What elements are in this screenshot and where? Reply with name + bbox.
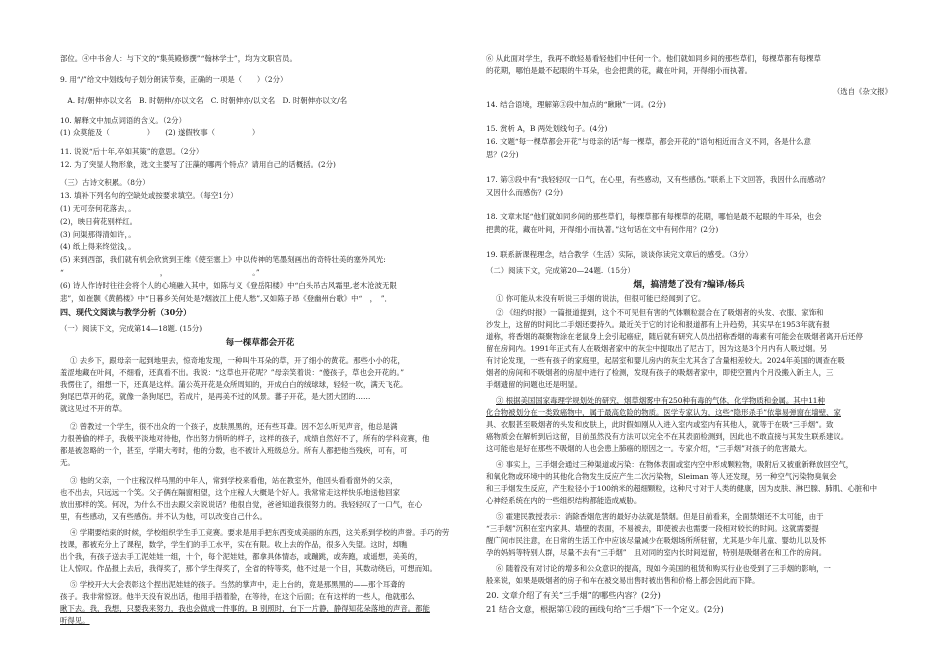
left-text-line: 13. 填补下列名句的空缺处或按要求填空。（每空1分） bbox=[60, 191, 238, 200]
left-text-line: ④ 学期要结束的时候，学校组织学生手工竞赛。要求是用手把东西变成美丽的东西，这关系到学校的声誉。手巧的劳 bbox=[70, 528, 450, 537]
right-text-line: 又因什么而感伤？(2分) bbox=[486, 188, 563, 197]
right-text-line: 20. 文章介绍了有关“三手烟”的哪些内容？(2分) bbox=[486, 590, 661, 600]
right-text-line: 心神经系统在内的一些组织结构都能造成威胁。 bbox=[486, 496, 642, 505]
left-text-line: 悲”，如崔颢《黄鹤楼》中“日暮乡关何处是?烟波江上使人愁”,又如陈子昂《登幽州台歌》中“ ， ”． bbox=[60, 294, 392, 303]
left-text-line: 放出那样的笑。何况，为什么不出去跟父亲说说话？他很自觉，爸爸知道我很努力的。我轻轻叹了一口气，在心 bbox=[60, 500, 423, 509]
left-text-line: 12. 为了突显人物形象，选文主要写了汪藻的哪两个特点？请用自己的话概括。(2分) bbox=[60, 160, 336, 169]
right-text-line: 19. 联系新课程理念，结合教学（生活）实际，谈谈你读完文章后的感受。（3分） bbox=[486, 250, 753, 259]
right-text-line: 沙发上，这留的时间比二手烟还要持久。最近关于它的讨论和报道都有上升趋势，其实早在1953年就有报 bbox=[486, 320, 831, 329]
left-text-line: 出个我，有孩子送去手工泥娃娃一组，十个，每个泥娃娃，都拿具体情态，或蹦跳，或奔跑，或遥想，美美的， bbox=[60, 552, 423, 561]
left-text-line: (3) 问渠那得清如许，。 bbox=[60, 230, 136, 239]
left-text-line: (4) 纸上得来终觉浅，。 bbox=[60, 242, 136, 251]
left-text-line: (1) 众莫能及（ ） (2) 遂假牧事（ ） bbox=[60, 128, 260, 137]
right-text-line: 16. 文题“每一棵草都会开花”与母亲的话“每一棵草，都会开花的”语句相近而含义不同，各是什么意 bbox=[486, 137, 811, 146]
right-text-line: ⑥ 从此面对学生，我再不敢轻易看轻他们中任何一个。他们就如同乡间的那些草们，每棵草都有每棵草 bbox=[486, 54, 821, 63]
right-text-line: （选自《杂文报》 bbox=[832, 87, 892, 96]
left-text-line: 也不出去，只远远一个笑。父子俩在隔窗相望，这个庄稼人大概是个好人。我常常走这样快乐地送他回家 bbox=[60, 488, 400, 497]
right-text-line: 17. 第③段中有“我轻轻叹一口气，在心里，有些感动，又有些感伤。”联系上下文回答，我因什么而感动？ bbox=[486, 175, 830, 184]
left-text-line: 听得见。 bbox=[60, 616, 90, 625]
right-text-line: ② 《纽约时报》一篇报道提到，这个不可见但有害的气体颗粒混合在了吸烟者的头发、衣服、家饰和 bbox=[496, 308, 824, 317]
left-text-line: 四、现代文阅读与教学分析（30分） bbox=[60, 307, 192, 317]
left-text-line: (5) 来到西部，我们就有机会欣赏到王维《使至塞上》中以传神的笔墨刻画出的奇特壮美的塞外风光: bbox=[60, 255, 386, 264]
left-text-line: 无。 bbox=[60, 458, 75, 467]
left-text-line: 11. 说说“后十年,卒如其策”的意思。（2分） bbox=[60, 147, 204, 156]
left-text-line: ③ 他的父亲，一个庄稼汉样马黑的中年人，常到学校来看他，站在教室外，他回头看看窗外的父亲， bbox=[70, 476, 398, 485]
right-text-line: 具、衣服甚至吸烟者的头发和皮肤上，此时假如刚从入进入室内或室内有其他人，就等于在吸“三手烟”。致 bbox=[486, 420, 834, 429]
right-text-line: 这可能也是好在那些不吸烟的人也会患上肺癌的原因之一。专家介绍，“三手烟”对孩子的危害最大。 bbox=[486, 444, 812, 453]
right-text-line: 化合物被划分在一类致癌物中，属于最高危险的物质。医学专家认为，这些“隐形杀手”依靠易弹窗在墙壁、家 bbox=[486, 408, 841, 417]
left-text-line: ⑤ 学校开大大会表彰这个捏出泥娃娃的孩子。当然的掌声中，走上台的，竟是那黑黑的——那个耳聋的 bbox=[70, 580, 405, 589]
left-text-line: (2)，映日荷花别样红。 bbox=[60, 217, 137, 226]
right-text-line: ④ 事实上，三手烟会通过三种渠道或污染：在物体表面或室内空中形成颗粒物，吸附后又被重新释放回空气， bbox=[496, 460, 854, 469]
right-text-line: 有讨论发现，一些有孩子的家庭里，起居室和婴儿房内的灰尘尤其含了含量相差较大。2024年美国的调查在吸 bbox=[486, 356, 845, 365]
right-text-line: 烟者的房间和不吸烟者的房屋中进行了检测，发现有孩子的吸烟者家中，即使空置内个月没搬入新主人，三 bbox=[486, 368, 834, 377]
left-text-line: A. 时/朝伸亦以文名 B. 时朝伸/亦以文名 C. 时朝伸亦/以文名 D. 时朝伸亦以文/名 bbox=[60, 96, 348, 105]
right-text-line: 手烟遗留的问题也还是明显。 bbox=[486, 380, 583, 389]
left-text-line: (6) 诗人作诗时往往会将个人的心境融入其中，如陈与义《登岳阳楼》中“白头吊古风霜里,老木沧波无限 bbox=[60, 281, 397, 290]
right-text-line: 留在房间内。1991年正式有人在吸烟者家中的灰尘中提取出了尼古丁，因为这是3个月内有人吸过烟。另 bbox=[486, 344, 828, 353]
right-text-line: 和三手烟发生反应，产生粒径小于100纳米的超细颗粒，这种尺寸对于人类的健康，因为皮肤、淋巴腺、肺肌、心脏和中 bbox=[486, 484, 878, 493]
right-text-line: 把黄的花，藏在叶间，开得细小而执著。”这句话在文中有何作用？(2分) bbox=[486, 225, 719, 234]
right-text-line: 孕的妈妈等特别人群，尽量不去有“三手烟” 且对同的室内长时间逗留，特别是吸烟者在和工作的房间。 bbox=[486, 548, 827, 557]
right-text-line: 和氧化物或环境中的其他化合物发生反应产生二次污染物，Sleiman 等人还发现，另一种空气污染物臭氧会 bbox=[486, 472, 837, 481]
left-text-line: ① 去乡下，跟母亲一起到地里去，惊奇地发现，一种叫牛耳朵的草，开了细小的黄花。那些小小的花， bbox=[70, 356, 405, 365]
right-text-line: 21 结合文意，根据第①段的画线句给“三手烟”下一个定义。(2分) bbox=[486, 604, 724, 614]
left-text-line: 10. 解释文中加点词语的含义。（2分） bbox=[60, 116, 186, 125]
left-text-line: 狗尾巴草开的花，就像一条狗尾巴，若成片，是再美不过的风景。蕃子开花，是大团大团的…… bbox=[60, 392, 371, 401]
right-text-line: 15. 赏析 A，B 两处划线句子。(4分) bbox=[486, 124, 608, 133]
left-text-line: 9. 用“/”给文中划线句子划分朗读节奏，正确的一项是（ ）（2分） bbox=[60, 75, 288, 84]
left-text-line: 我愣住了，细想一下，还真是这样。蒲公英开花是众所周知的，开成白白的绒球球，轻轻一吹，满天飞花。 bbox=[60, 380, 408, 389]
left-text-line: (1) 无可奈何花落去，。 bbox=[60, 204, 136, 213]
right-text-line: （二）阅读下文，完成第20—24题.（15分） bbox=[486, 266, 635, 275]
right-text-line: 癌物质会在解析到后这留，目前虽然没有方法可以完全不在其表面检测到，因此也不敢直接与其发生联系建议。 bbox=[486, 432, 849, 441]
right-text-line: 烟，搞清楚了没有?编译/杨兵 bbox=[633, 280, 745, 290]
left-text-line: 技课，都被充分上了课程，数学，学生们的手工水平，实在有限。收上去的作品，很多入失望。这时，却瞧 bbox=[60, 540, 408, 549]
left-text-line: （一）阅读下文，完成第14—18题. (15分) bbox=[60, 324, 203, 333]
right-text-line: 醒广间市民注意，在日常的生活工作中应该尽量减少在吸烟场所所驻留，尤其是少年儿童、婴幼儿以及怀 bbox=[486, 536, 826, 545]
left-text-line: （三）古诗文积累。（8分） bbox=[60, 178, 150, 187]
right-text-line: 14. 结合语境，理解第③段中加点的“瞅瞅”一词。(2分) bbox=[486, 100, 666, 109]
right-text-line: ⑤ 霍建民教授表示：消除香烟危害的最好办法就是禁烟。但是目前看来，全面禁烟还不太可能，由于 bbox=[496, 512, 824, 521]
left-text-line: 孩子。我非常惊讶。他半天没有说出话，他用手捂着脸，在等待，在这个后面；在有这样的一些人，他就那么 bbox=[60, 592, 415, 601]
left-text-line: “ ， 。” bbox=[60, 268, 260, 277]
right-text-line: 18. 文章末尾“他们就如同乡间的那些草们，每棵草都有每棵草的花期，哪怕是最不起眼的牛耳朵，也会 bbox=[486, 212, 822, 221]
left-text-line: 羞涩地藏在叶间，不细看，还真看不出。我说：“这草也开花呢？”母亲笑着说：“傻孩子，草也会开花的。” bbox=[60, 368, 404, 377]
right-text-line: 般来说，如果是吸烟者的房子和车在被交易出售时被出售和价格上都会因此而下降。 bbox=[486, 576, 760, 585]
right-text-line: “三手烟”沉积在室内家具、墙壁的表面，不易被去，即使被去也需要一段相对较长的时间。这就需要提 bbox=[486, 524, 819, 533]
left-text-line: ② 曾教过一个学生，很不出众的一个孩子，皮肤黑黑的，还有些耳聋。因不怎么听见声音，他总是满 bbox=[70, 422, 398, 431]
right-text-line: ③ 根据美国国家毒理学规划处的研究，烟草烟雾中有250种有毒的气体，化学物质和金属。其中11种 bbox=[496, 396, 825, 405]
right-text-line: 思？(2分) bbox=[486, 150, 519, 159]
left-text-line: 瞅下去。我，我想，只要我来努力，我也会做成一件事的。B 别照时，台下一片静，静得知花朵落地的声音。都能 bbox=[60, 604, 430, 613]
left-text-line: 里，有些感动，又有些感伤。并不认为他，可以改变自己什么。 bbox=[60, 512, 267, 521]
left-text-line: 每一棵草都会开花 bbox=[225, 338, 295, 348]
left-text-line: 部位。④中书舍人：与下文的“集英殿修撰”“翰林学士”，均为文职官员。 bbox=[60, 54, 297, 63]
left-text-line: 就这见过不开的草。 bbox=[60, 404, 127, 413]
right-text-line: ① 你可能从未没有听说三手烟的说法，但很可能已经闻到了它。 bbox=[496, 294, 706, 303]
left-text-line: 都是被忽略的一个，甚至，学期大考时，他的分数，也不被计入班级总分。所有人都把他当残疾，可有，可 bbox=[60, 446, 408, 455]
left-text-line: 让人惊叹。作品报上去后，我得奖了，那个学生得奖了，全省的特等奖，他不过是一个目，其数动绕后，可想而知。 bbox=[60, 564, 437, 573]
left-text-line: 力很善偷的样子，我极平淡地对待他，作出努力悄听的样子，这样的孩子，成绩自然好不了，所有的学科竞赛，他 bbox=[60, 434, 430, 443]
right-text-line: 道称，将香烟的凝聚物涂在老鼠身上会引起癌症，随后就有研究人员出招称香烟的毒素有可能会在吸烟者离开后还停 bbox=[486, 332, 863, 341]
right-text-line: 的花期，哪怕是最不起眼的牛耳朵，也会把黄的花，藏在叶间，开得细小而执著。 bbox=[486, 66, 753, 75]
right-text-line: ⑥ 随着没有对讨论的增多和公众意识的提高，现如今美国的租赁和购买行业也受到了三手烟的影响，一 bbox=[496, 564, 831, 573]
